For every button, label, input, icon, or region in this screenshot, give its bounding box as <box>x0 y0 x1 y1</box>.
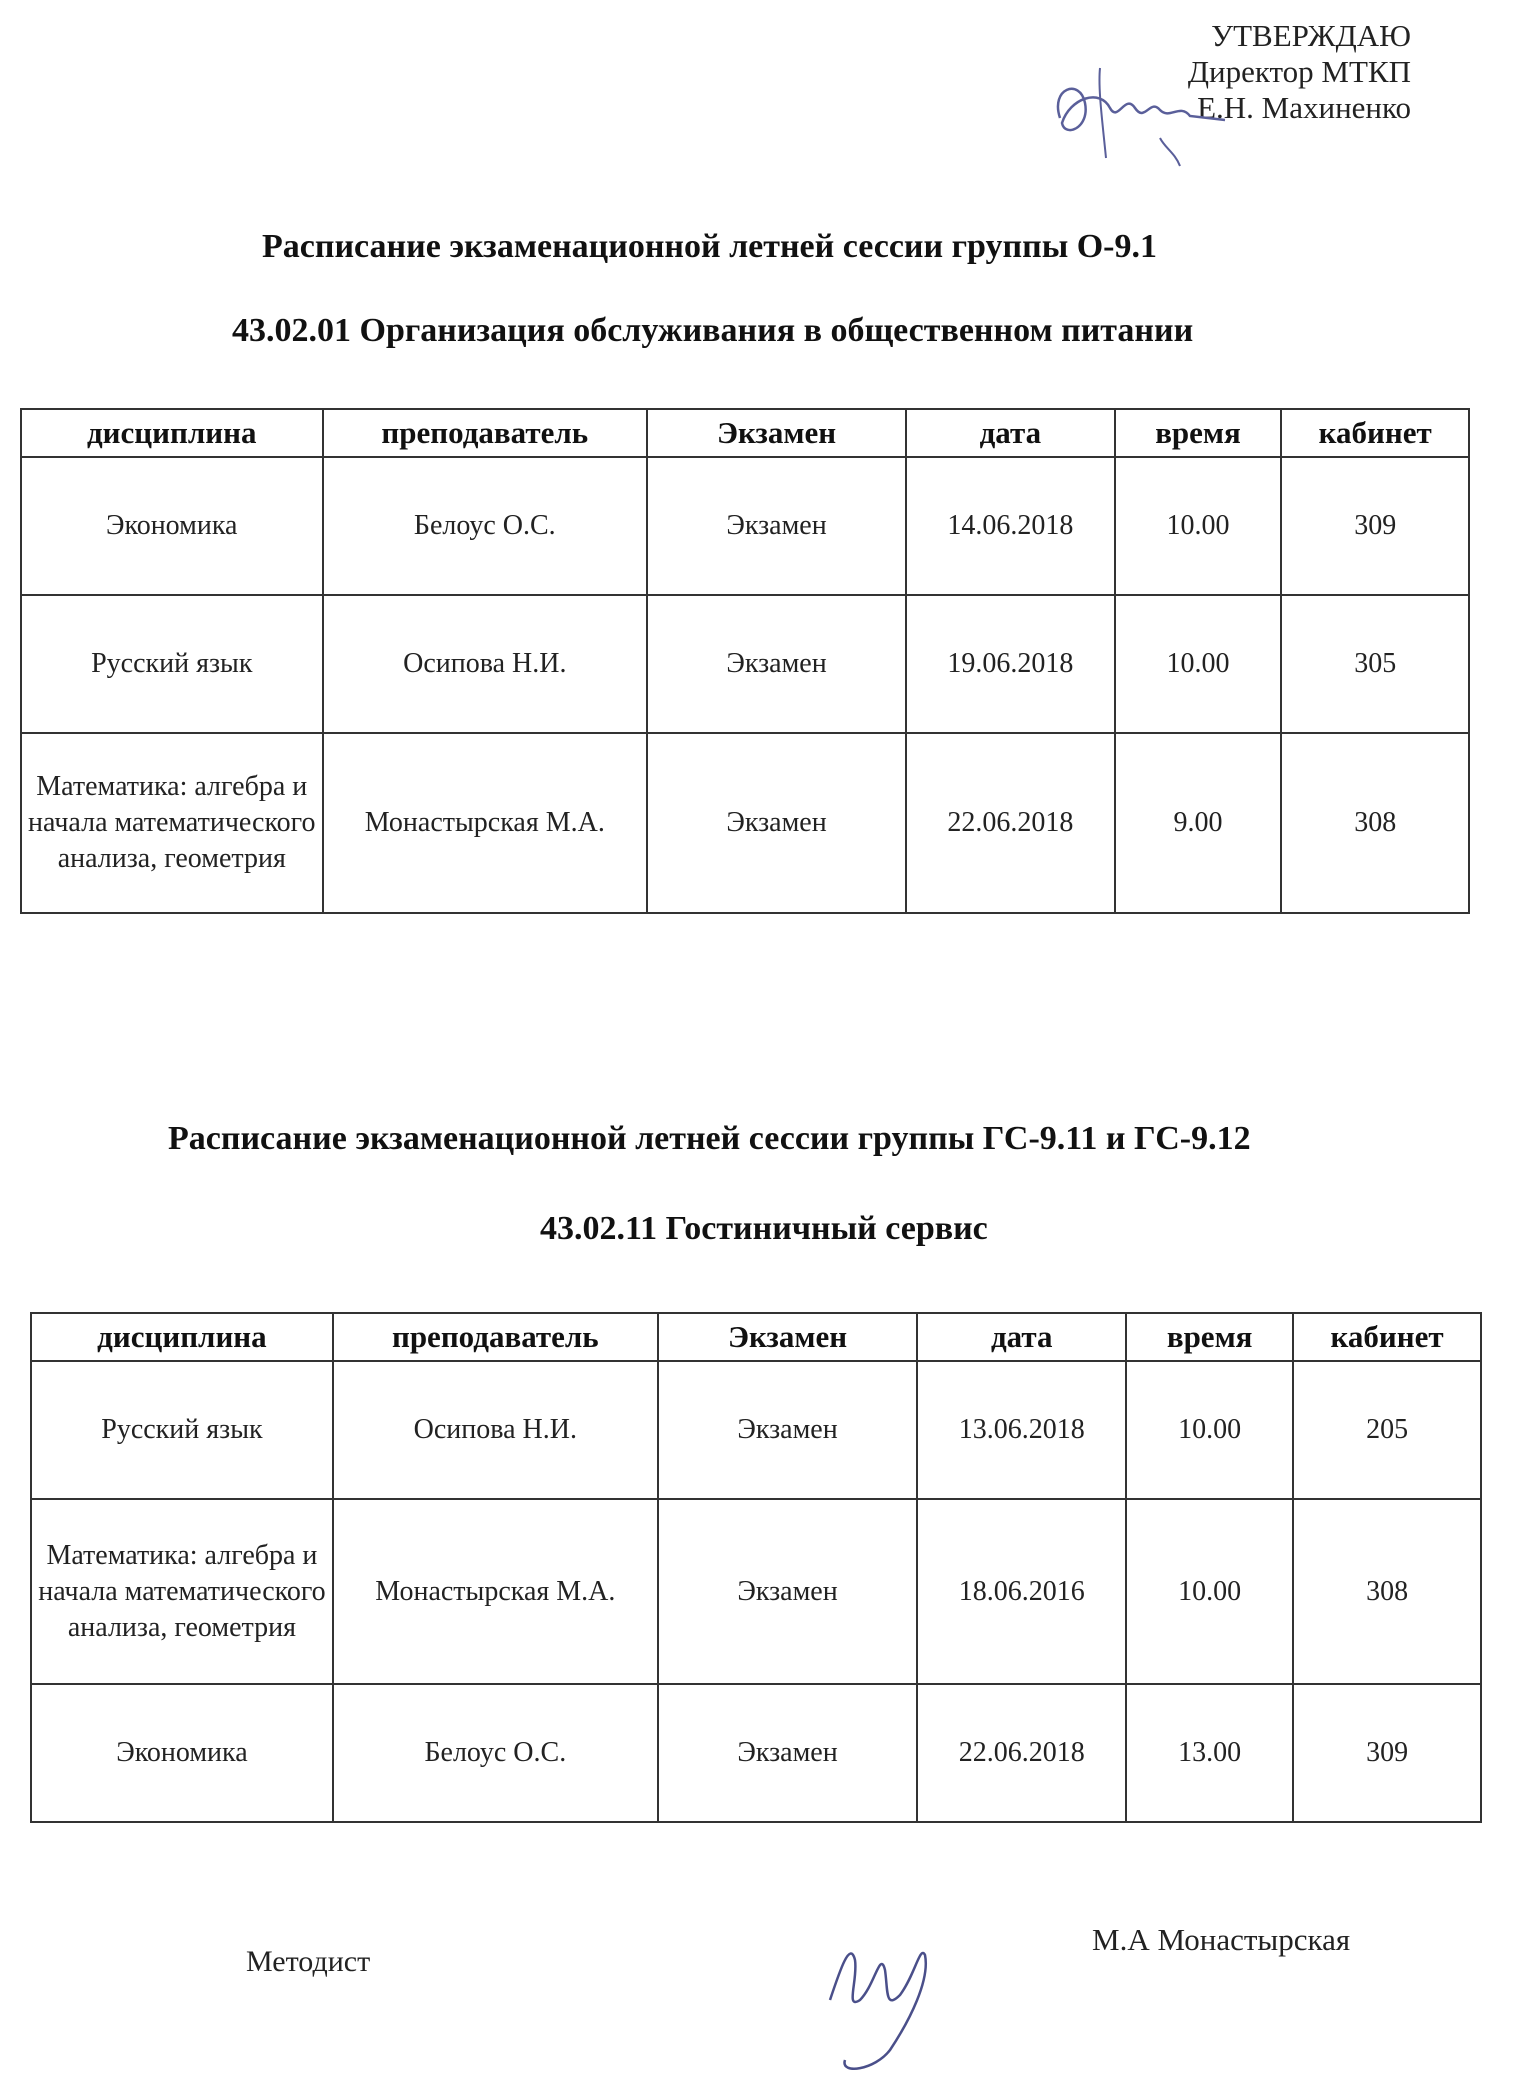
cell-room: 309 <box>1281 457 1469 595</box>
cell-discipline: Экономика <box>21 457 323 595</box>
cell-date: 13.06.2018 <box>917 1361 1126 1499</box>
cell-teacher: Белоус О.С. <box>333 1684 658 1822</box>
table-row <box>21 733 1469 913</box>
cell-time: 13.00 <box>1126 1684 1293 1822</box>
col-header-discipline: дисциплина <box>21 409 323 457</box>
footer-role: Методист <box>246 1945 371 1978</box>
col-header-room: кабинет <box>1293 1313 1481 1361</box>
approval-line-3: Е.Н. Махиненко <box>1197 90 1411 125</box>
cell-teacher: Монастырская М.А. <box>333 1499 658 1684</box>
cell-teacher: Монастырская М.А. <box>323 733 648 913</box>
section1-title: Расписание экзаменационной летней сессии группы О-9.1 <box>262 228 1158 265</box>
col-header-teacher: преподаватель <box>323 409 648 457</box>
table-row <box>31 1499 1481 1684</box>
cell-exam: Экзамен <box>647 595 906 733</box>
cell-exam: Экзамен <box>658 1361 917 1499</box>
cell-teacher: Белоус О.С. <box>323 457 648 595</box>
section2-subtitle: 43.02.11 Гостиничный сервис <box>540 1210 988 1247</box>
approval-line-2: Директор МТКП <box>1187 54 1411 89</box>
table-row <box>21 457 1469 595</box>
cell-room: 308 <box>1293 1499 1481 1684</box>
cell-time: 9.00 <box>1115 733 1282 913</box>
cell-time: 10.00 <box>1126 1499 1293 1684</box>
cell-exam: Экзамен <box>647 457 906 595</box>
footer-name: М.А Монастырская <box>1092 1922 1351 1957</box>
table-header-row <box>21 409 1469 457</box>
col-header-exam: Экзамен <box>658 1313 917 1361</box>
cell-time: 10.00 <box>1126 1361 1293 1499</box>
col-header-date: дата <box>906 409 1115 457</box>
cell-exam: Экзамен <box>658 1499 917 1684</box>
col-header-time: время <box>1126 1313 1293 1361</box>
col-header-date: дата <box>917 1313 1126 1361</box>
approval-line-1: УТВЕРЖДАЮ <box>1211 18 1411 53</box>
table-row <box>31 1361 1481 1499</box>
cell-discipline: Экономика <box>31 1684 333 1822</box>
cell-room: 305 <box>1281 595 1469 733</box>
methodist-signature <box>800 1900 980 2080</box>
cell-room: 205 <box>1293 1361 1481 1499</box>
cell-room: 309 <box>1293 1684 1481 1822</box>
col-header-discipline: дисциплина <box>31 1313 333 1361</box>
cell-exam: Экзамен <box>647 733 906 913</box>
cell-date: 22.06.2018 <box>906 733 1115 913</box>
cell-discipline: Русский язык <box>21 595 323 733</box>
section1-subtitle: 43.02.01 Организация обслуживания в общественном питании <box>232 312 1194 349</box>
table-row <box>31 1684 1481 1822</box>
schedule-table-2 <box>30 1312 1482 1823</box>
cell-date: 19.06.2018 <box>906 595 1115 733</box>
col-header-teacher: преподаватель <box>333 1313 658 1361</box>
cell-exam: Экзамен <box>658 1684 917 1822</box>
director-signature <box>1040 48 1230 168</box>
col-header-room: кабинет <box>1281 409 1469 457</box>
cell-date: 22.06.2018 <box>917 1684 1126 1822</box>
section2-title: Расписание экзаменационной летней сессии группы ГС-9.11 и ГС-9.12 <box>168 1120 1251 1157</box>
cell-discipline: Русский язык <box>31 1361 333 1499</box>
table-row <box>21 595 1469 733</box>
cell-teacher: Осипова Н.И. <box>323 595 648 733</box>
cell-room: 308 <box>1281 733 1469 913</box>
cell-date: 14.06.2018 <box>906 457 1115 595</box>
cell-discipline: Математика: алгебра и начала математического анализа, геометрия <box>31 1499 333 1684</box>
cell-teacher: Осипова Н.И. <box>333 1361 658 1499</box>
table-header-row <box>31 1313 1481 1361</box>
col-header-time: время <box>1115 409 1282 457</box>
cell-discipline: Математика: алгебра и начала математического анализа, геометрия <box>21 733 323 913</box>
cell-date: 18.06.2016 <box>917 1499 1126 1684</box>
cell-time: 10.00 <box>1115 595 1282 733</box>
schedule-table-1 <box>20 408 1470 914</box>
col-header-exam: Экзамен <box>647 409 906 457</box>
cell-time: 10.00 <box>1115 457 1282 595</box>
